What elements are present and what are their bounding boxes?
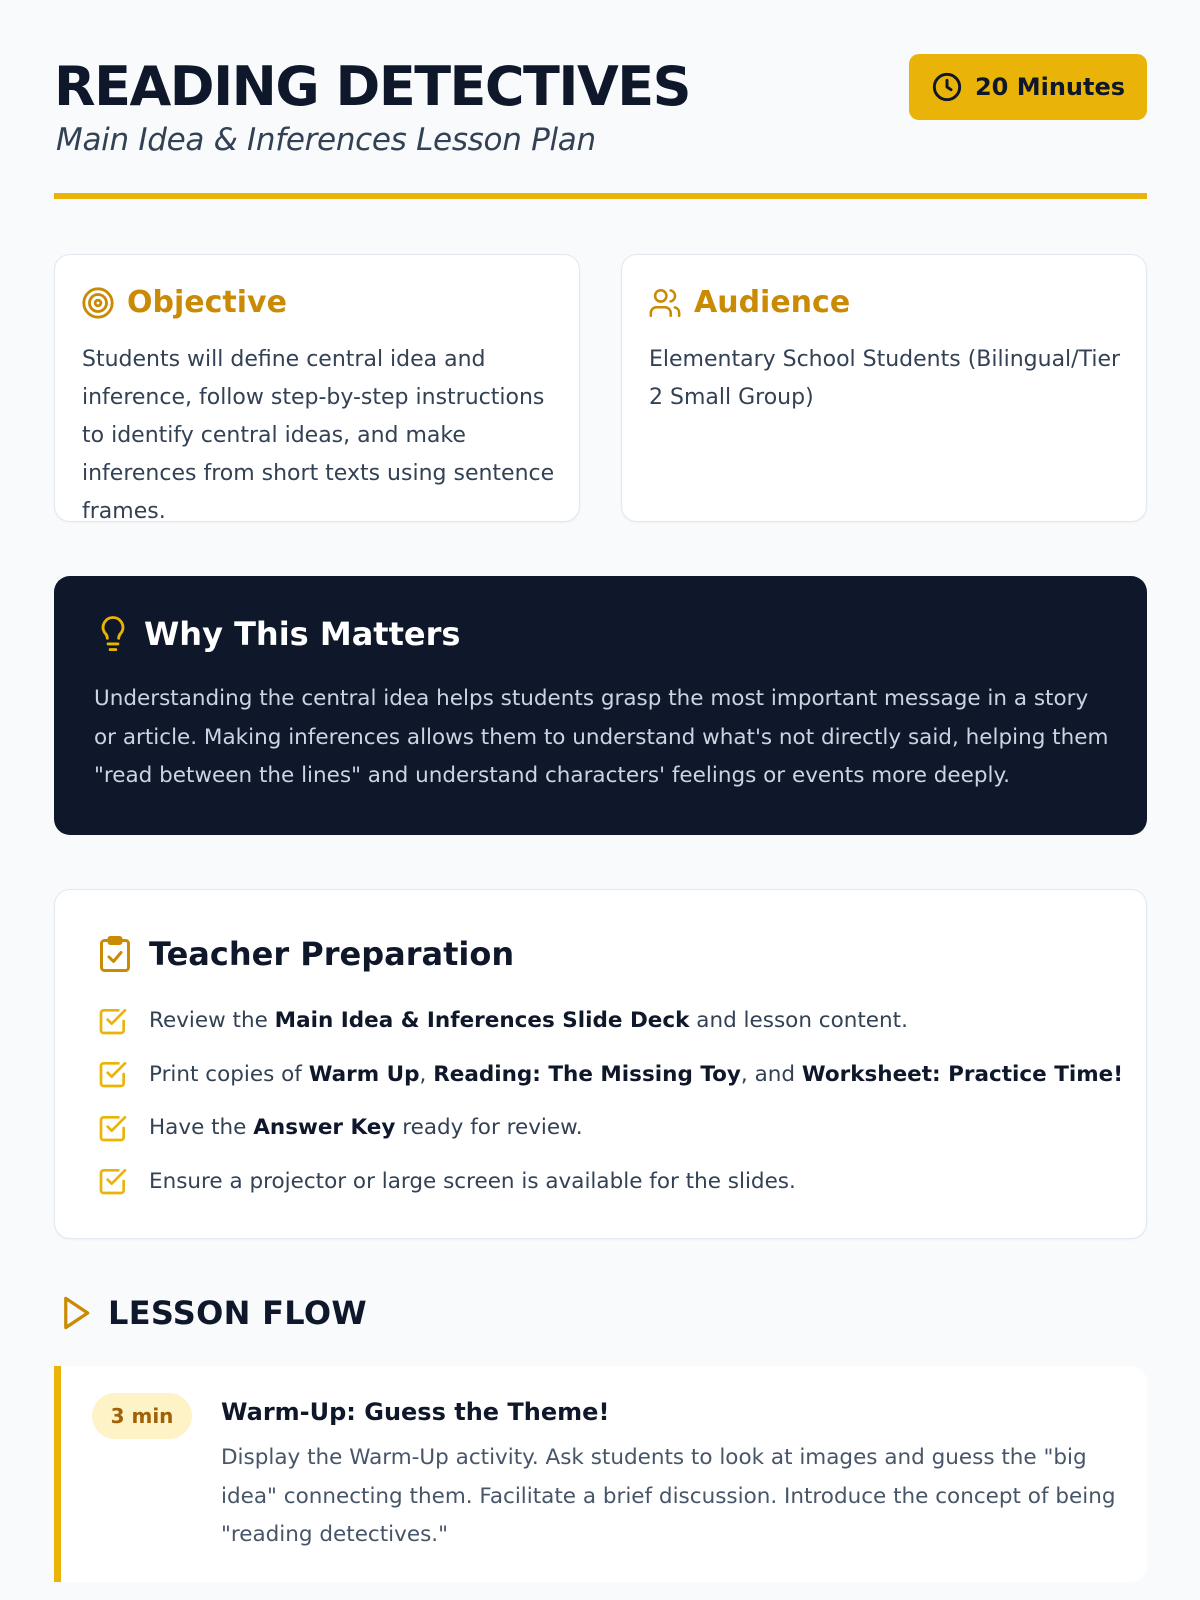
checkbox-checked-icon	[97, 1165, 129, 1197]
prep-title: Teacher Preparation	[149, 935, 515, 973]
list-item	[97, 1101, 1126, 1155]
prep-checklist	[97, 994, 1126, 1208]
duration-label: 20 Minutes	[974, 73, 1126, 101]
prep-item-text: Have the Answer Key ready for review.	[149, 1115, 583, 1141]
checkbox-checked-icon	[97, 1112, 129, 1144]
objective-card	[54, 254, 580, 522]
header-divider	[54, 193, 1147, 199]
play-icon	[58, 1294, 94, 1332]
why-heading	[96, 614, 460, 654]
prep-heading	[97, 934, 514, 974]
audience-card	[621, 254, 1147, 522]
clipboard-check-icon	[97, 934, 133, 974]
why-title: Why This Matters	[144, 615, 461, 653]
checkbox-checked-icon	[97, 1005, 129, 1037]
list-item	[97, 1048, 1126, 1102]
page-title: READING DETECTIVES	[54, 55, 691, 118]
list-item	[97, 994, 1126, 1048]
lightbulb-icon	[96, 614, 130, 654]
list-item	[97, 1155, 1126, 1209]
step-duration-badge: 3 min	[92, 1393, 192, 1439]
prep-item-text: Review the Main Idea & Inferences Slide Deck and lesson content.	[149, 1008, 908, 1034]
prep-item-text: Print copies of Warm Up, Reading: The Missing Toy, and Worksheet: Practice Time!	[149, 1061, 1124, 1087]
page-subtitle: Main Idea & Inferences Lesson Plan	[56, 122, 596, 158]
objective-text: Students will define central idea and inference, follow step-by-step instructions to identify central ideas, and make inferences from short texts using sentence frames.	[82, 347, 555, 524]
audience-title: Audience	[694, 285, 851, 320]
lesson-plan-page	[54, 0, 1147, 1547]
clock-icon	[931, 71, 963, 103]
objective-title: Objective	[127, 285, 287, 320]
lesson-flow-heading	[58, 1294, 367, 1332]
target-icon	[81, 286, 115, 320]
duration-badge	[909, 54, 1147, 120]
teacher-preparation-card	[54, 889, 1147, 1239]
why-text: Understanding the central idea helps students grasp the most important message in a story or article. Making inferences allows them to understand what's not directly said, helping them "read between the lines" and understand characters' feelings or events more deeply.	[94, 686, 1109, 788]
header	[54, 0, 1147, 200]
lesson-flow-title: LESSON FLOW	[108, 1294, 367, 1332]
step-title: Warm-Up: Guess the Theme!	[221, 1398, 610, 1426]
audience-heading	[648, 285, 850, 320]
why-this-matters-panel	[54, 576, 1147, 835]
objective-heading	[81, 285, 287, 320]
step-description: Display the Warm-Up activity. Ask students to look at images and guess the "big idea" connecting them. Facilitate a brief discussion. Introduce the concept of being "reading detectives."	[221, 1445, 1116, 1547]
users-icon	[648, 286, 682, 320]
audience-text: Elementary School Students (Bilingual/Tier 2 Small Group)	[649, 347, 1121, 410]
prep-item-text: Ensure a projector or large screen is available for the slides.	[149, 1168, 796, 1194]
lesson-step	[54, 1366, 1147, 1582]
checkbox-checked-icon	[97, 1058, 129, 1090]
